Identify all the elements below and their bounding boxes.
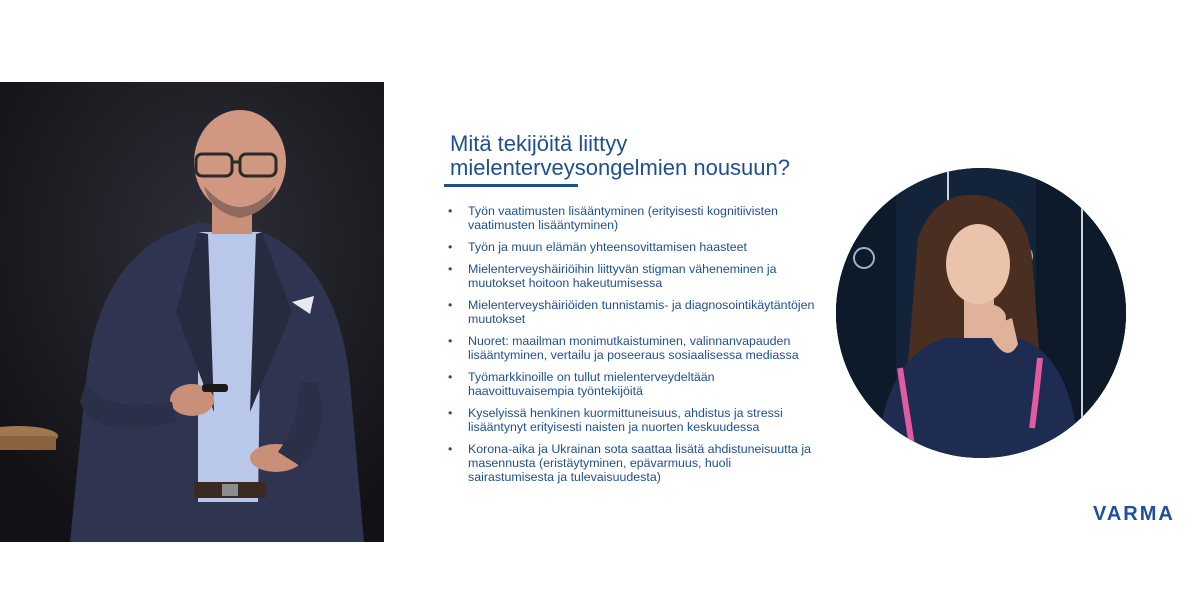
bullet-item	[446, 298, 818, 326]
bullet-dot: •	[448, 370, 453, 384]
title-underline	[444, 184, 578, 187]
bullet-item	[446, 240, 818, 254]
speaker-video	[0, 82, 384, 542]
bullet-list	[446, 204, 818, 492]
bullet-text: Työn ja muun elämän yhteensovittamisen haasteet	[468, 240, 747, 254]
bullet-item	[446, 204, 818, 232]
bullet-text: Työmarkkinoille on tullut mielenterveydeltään haavoittuvaisempia työntekijöitä	[468, 370, 715, 398]
bullet-item	[446, 406, 818, 434]
bullet-dot: •	[448, 240, 453, 254]
bullet-dot: •	[448, 204, 453, 218]
bullet-text: Kyselyissä henkinen kuormittuneisuus, ahdistus ja stressi lisääntynyt erityisesti naisten ja nuorten keskuudessa	[468, 406, 783, 434]
speaker-illustration	[0, 82, 384, 542]
bullet-dot: •	[448, 406, 453, 420]
bullet-dot: •	[448, 334, 453, 348]
bullet-dot: •	[448, 262, 453, 276]
presentation-slide	[384, 82, 1200, 542]
bullet-text: Työn vaatimusten lisääntyminen (erityisesti kognitiivisten vaatimusten lisääntyminen)	[468, 204, 778, 232]
bullet-text: Mielenterveyshäiriöiden tunnistamis- ja diagnosointikäytäntöjen muutokset	[468, 298, 815, 326]
bullet-text: Korona-aika ja Ukrainan sota saattaa lisätä ahdistuneisuutta ja masennusta (eristäytyminen, epävarmuus, huoli sairastumisesta ja tulevaisuudesta)	[468, 442, 812, 484]
thinking-woman-illustration	[836, 168, 1126, 458]
bullet-item	[446, 370, 818, 398]
bullet-item	[446, 334, 818, 362]
bullet-dot: •	[448, 442, 453, 456]
slide-title: Mitä tekijöitä liittyy mielenterveysongelmien nousuun?	[450, 131, 790, 180]
bullet-dot: •	[448, 298, 453, 312]
thinking-woman-photo	[836, 168, 1126, 458]
varma-logo: VARMA	[1093, 503, 1175, 525]
bullet-item	[446, 262, 818, 290]
bullet-text: Mielenterveyshäiriöihin liittyvän stigman väheneminen ja muutokset hoitoon hakeutumisessa	[468, 262, 777, 290]
bullet-text: Nuoret: maailman monimutkaistuminen, valinnanvapauden lisääntyminen, vertailu ja poseeraus sosiaalisessa mediassa	[468, 334, 799, 362]
bullet-item	[446, 442, 818, 484]
